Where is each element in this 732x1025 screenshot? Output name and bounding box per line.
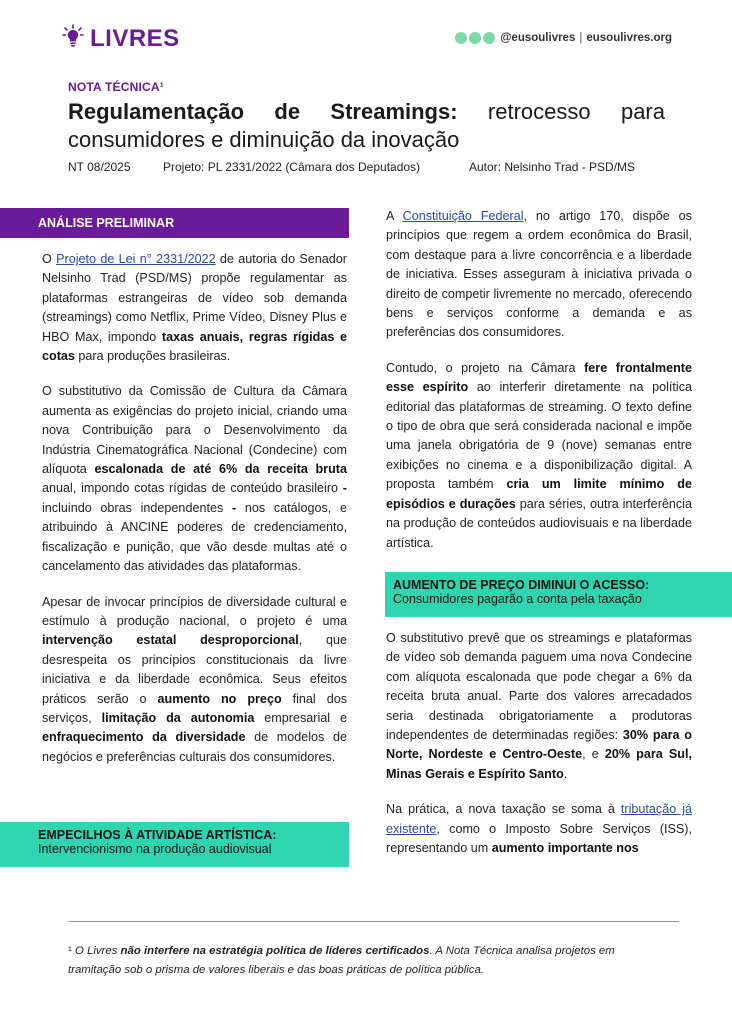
twitter-icon[interactable] <box>483 32 495 44</box>
title-bold: Regulamentação de Streamings: <box>68 99 458 124</box>
paragraph: O substitutivo prevê que os streamings e plataformas de vídeo sob demanda paguem uma nova Condecine com alíquota escalonada que pode chegar a 6% da receita bruta anual. Parte dos valores arrecadados seria destinada obrigatoriamente a produtoras independentes de determinadas regiões: 30% para o Norte, Nordeste e Centro-Oeste, e 20% para Sul, Minas Gerais e Espírito Santo. <box>386 631 693 781</box>
author: Autor: Nelsinho Trad - PSD/MS <box>469 160 636 174</box>
constituicao-link[interactable]: Constituição Federal <box>402 209 524 223</box>
paragraph: Contudo, o projeto na Câmara fere frontalmente esse espírito ao interferir diretamente na política editorial das plataformas de streaming. O texto define o tipo de obra que será considerada nacional e impõe uma janela obrigatória de 9 (nove) semanas entre exibições no cinema e a disponibilização digital. A proposta também cria um limite mínimo de episódios e durações para séries, outra interferência na produção de conteúdos audiovisuais e na liberdade artística. <box>386 360 692 550</box>
projeto-lei-link[interactable]: Projeto de Lei n° 2331/2022 <box>56 252 216 266</box>
paragraph: O Projeto de Lei n° 2331/2022 de autoria do Senador Nelsinho Trad (PSD/MS) propõe regulamentar as plataformas estrangeiras de vídeo sob demanda (streamings) como Netflix, Prime Vídeo, Disney Plus e HBO Max, impondo taxas anuais, regras rígidas e cotas para produções brasileiras. <box>42 252 347 364</box>
header-separator: | <box>579 32 583 44</box>
right-column-top <box>386 207 692 569</box>
paragraph: A Constituição Federal, no artigo 170, dispõe os princípios que regem a ordem econômica do Brasil, com destaque para a livre concorrência e a liberdade de iniciativa. Esses asseguram à iniciativa privada o direito de competir livremente no mercado, oferecendo bens e serviços conforme a demanda e as preferências dos consumidores. <box>386 209 692 340</box>
footnote: ¹ O Livres não interfere na estratégia política de líderes certificados. A Nota Técnica analisa projetos em tramitação sob o prisma de valores liberais e das boas práticas de política pública. <box>68 945 615 976</box>
paragraph: Na prática, a nova taxação se soma à tributação já existente, como o Imposto Sobre Serviços (ISS), representando um aumento importante nos <box>386 802 692 856</box>
instagram-icon[interactable] <box>455 32 467 44</box>
section-header-aumento <box>385 572 732 617</box>
nt-number: NT 08/2025 <box>68 160 131 174</box>
doc-kicker: NOTA TÉCNICA¹ <box>68 80 164 94</box>
section-subtitle: Consumidores pagarão a conta pela taxação <box>393 592 642 606</box>
paragraph: Apesar de invocar princípios de diversidade cultural e estímulo à produção nacional, o projeto é uma intervenção estatal desproporcional, que desrespeita os princípios constitucionais da livre iniciativa e da liberdade econômica. Seus efeitos práticos serão o aumento no preço final dos serviços, limitação da autonomia empresarial e enfraquecimento da diversidade de modelos de negócios e preferências culturais dos consumidores. <box>42 594 348 764</box>
title-rest: retrocesso para consumidores e diminuição da inovação <box>68 99 665 152</box>
project-ref: Projeto: PL 2331/2022 (Câmara dos Deputados) <box>163 160 421 174</box>
paragraph: O substitutivo da Comissão de Cultura da Câmara aumenta as exigências do projeto inicial, criando uma nova Contribuição para o Desenvolvimento da Indústria Cinematográfica Nacional (Condecine) com alíquota escalonada de até 6% da receita bruta anual, impondo cotas rígidas de conteúdo brasileiro - incluindo obras independentes - nos catálogos, e atribuindo à ANCINE poderes de credenciamento, fiscalização e punição, que vão desde multas até o cancelamento das atividades das plataformas. <box>42 384 347 574</box>
livres-logo[interactable] <box>62 24 180 53</box>
tributacao-link[interactable]: tributação já existente <box>386 802 692 836</box>
brand-name: LIVRES <box>90 24 180 52</box>
right-column-bottom <box>386 629 692 874</box>
page-title <box>68 98 665 154</box>
section-subtitle: Intervencionismo na produção audiovisual <box>38 842 272 856</box>
website-link[interactable]: eusoulivres.org <box>586 32 672 44</box>
social-links <box>455 32 672 44</box>
left-column <box>42 250 347 783</box>
facebook-icon[interactable] <box>469 32 481 44</box>
section-header-empecilhos <box>0 822 349 867</box>
section-title: EMPECILHOS À ATIVIDADE ARTÍSTICA: <box>38 828 277 842</box>
page-header <box>0 0 732 80</box>
section-title: AUMENTO DE PREÇO DIMINUI O ACESSO: <box>393 578 650 592</box>
lightbulb-icon <box>62 24 84 53</box>
social-handle[interactable]: @eusoulivres <box>500 32 576 44</box>
section-header-analise: ANÁLISE PRELIMINAR <box>0 208 349 238</box>
footnote-divider <box>68 921 679 922</box>
